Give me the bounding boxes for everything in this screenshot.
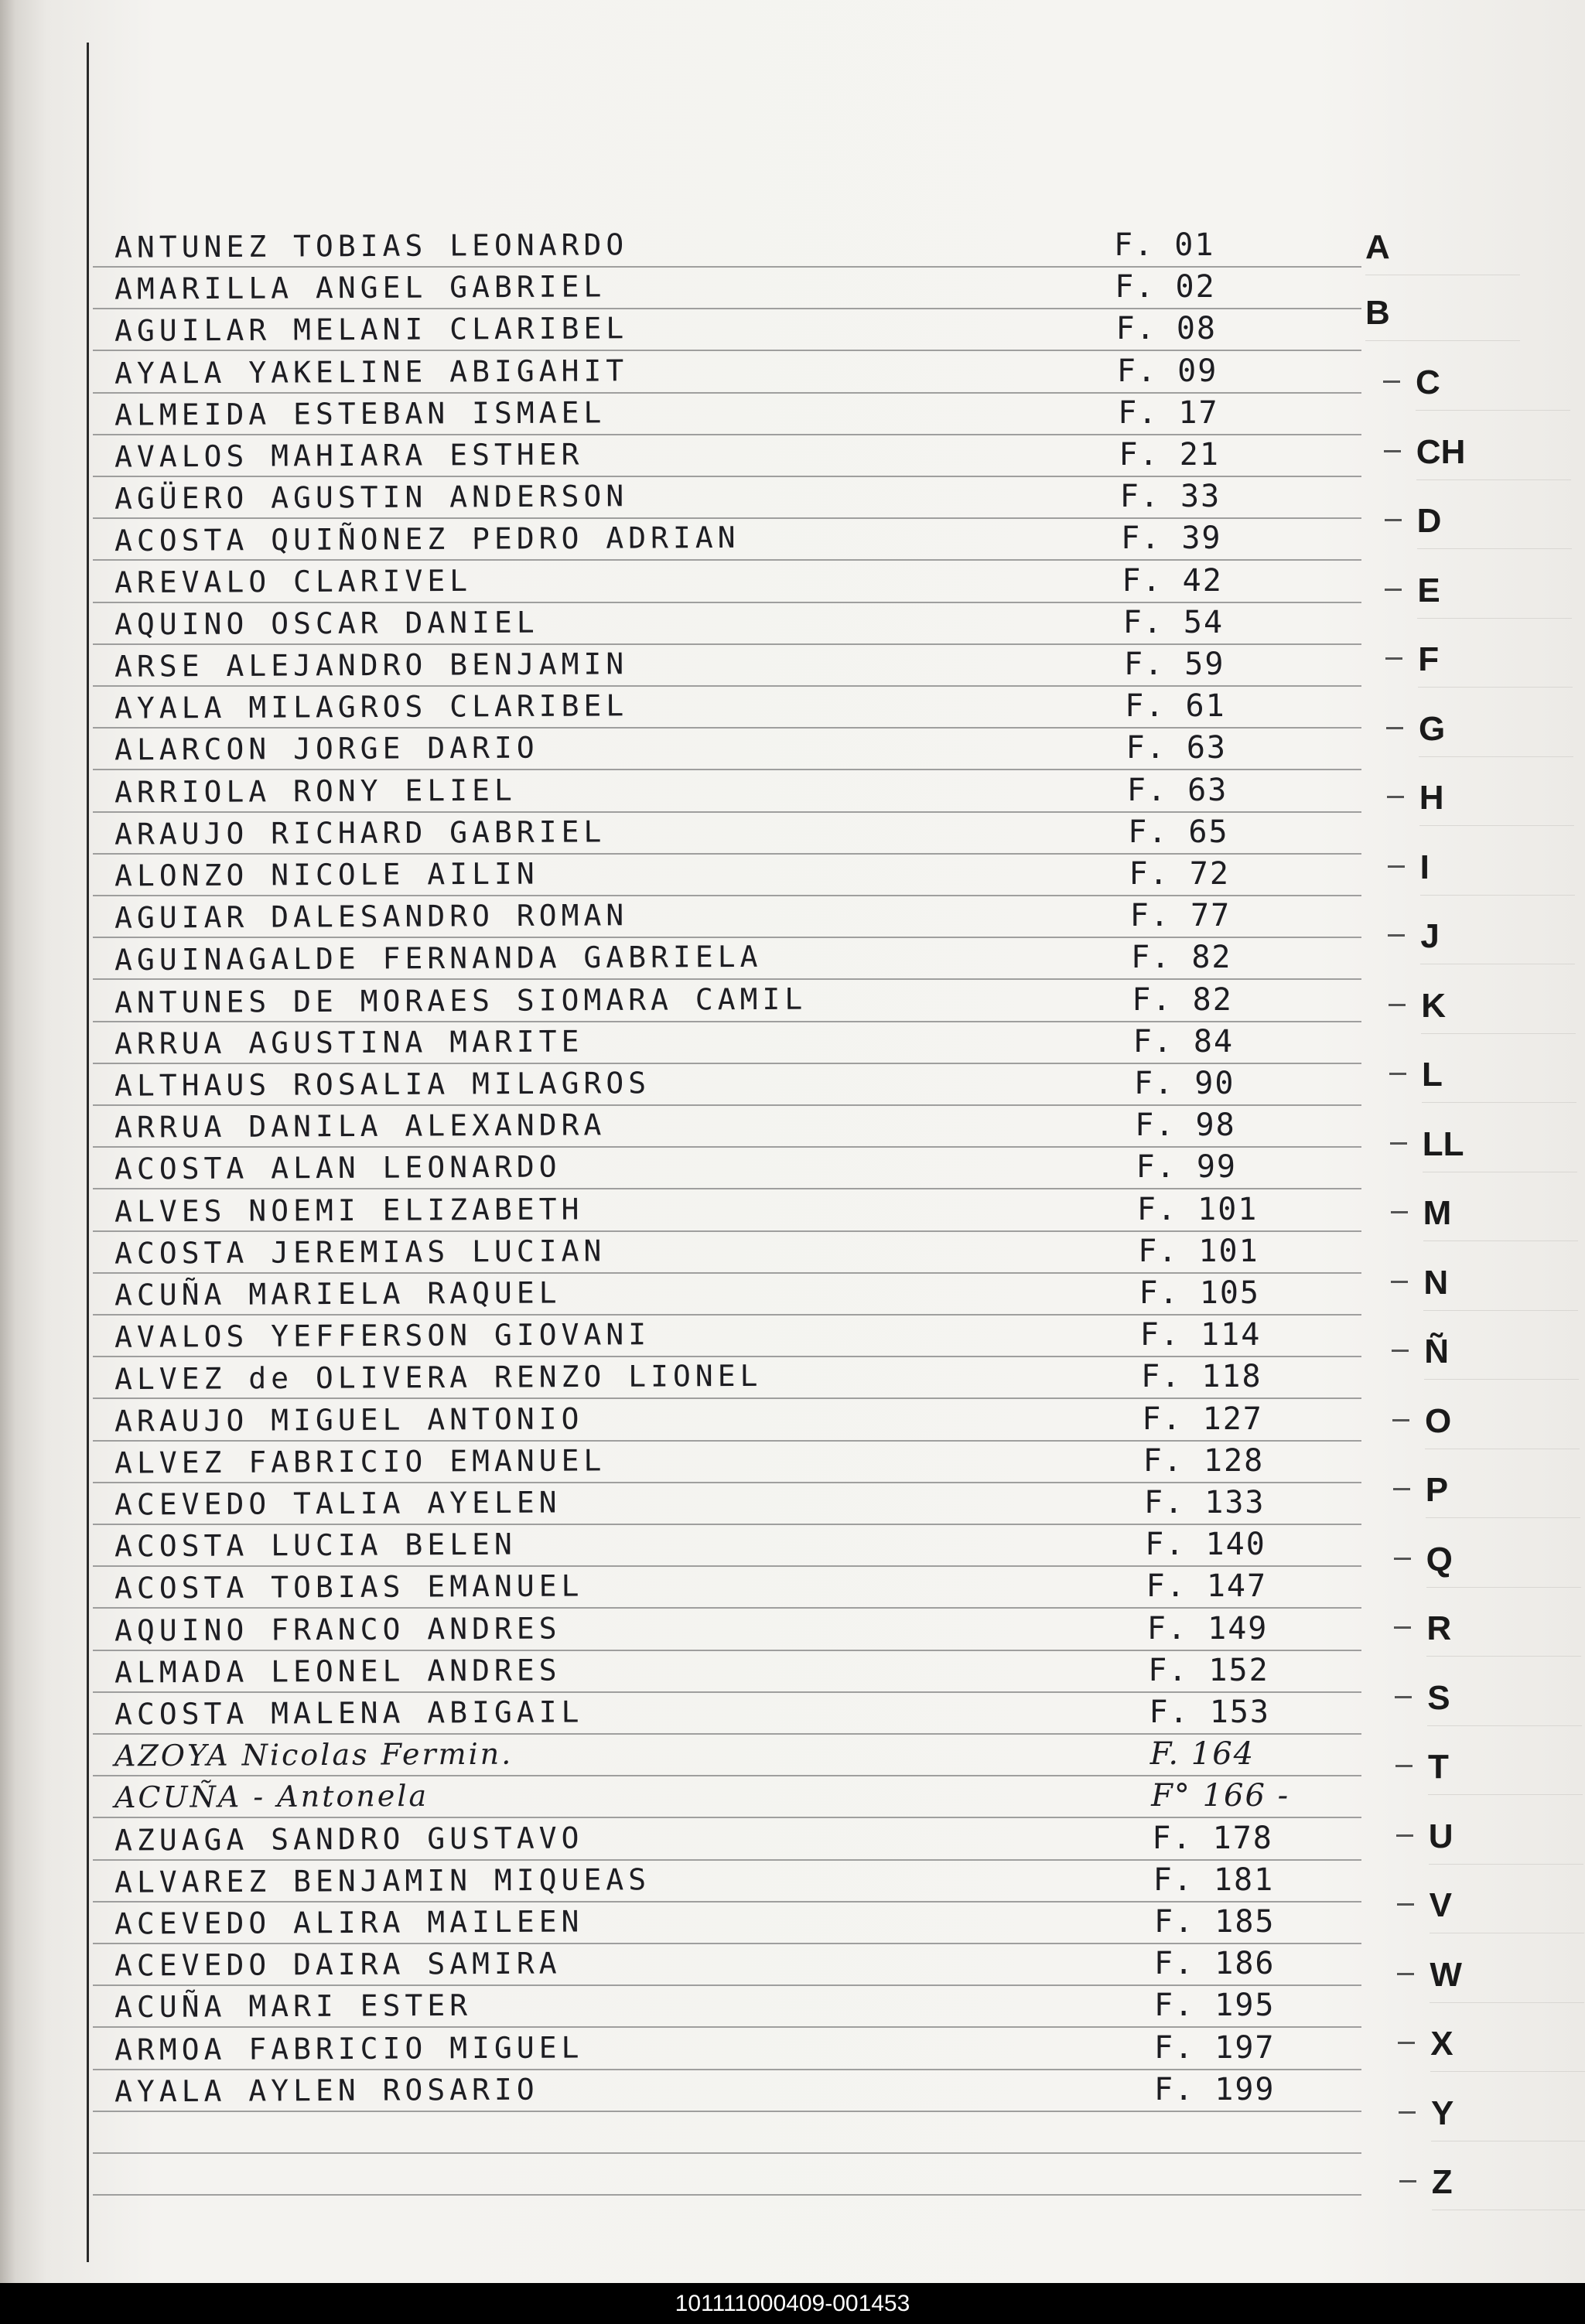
entry-name: ALMEIDA ESTEBAN ISMAEL	[114, 395, 606, 432]
entry-name: ANTUNEZ TOBIAS LEONARDO	[114, 227, 629, 264]
entry-name: AQUINO OSCAR DANIEL	[114, 605, 539, 642]
entry-folio: F. 21	[1119, 437, 1220, 473]
tab-marker	[1384, 450, 1401, 452]
entry-folio: F. 09	[1116, 353, 1218, 389]
index-tab-c[interactable]	[1416, 363, 1570, 411]
tab-marker	[1395, 1696, 1412, 1698]
entry-name: ALMADA LEONEL ANDRES	[114, 1653, 562, 1690]
entry-name: AREVALO CLARIVEL	[114, 563, 473, 599]
list-item	[108, 603, 1361, 642]
index-tab-ch[interactable]	[1416, 433, 1571, 480]
index-tab-d[interactable]	[1417, 502, 1572, 549]
entry-name: ACOSTA ALAN LEONARDO	[114, 1149, 562, 1186]
entry-name: AGUIAR DALESANDRO ROMAN	[114, 898, 629, 935]
tab-marker	[1389, 1004, 1406, 1006]
entry-folio: F° 166 -	[1151, 1778, 1290, 1814]
entry-name: ARSE ALEJANDRO BENJAMIN	[114, 647, 629, 684]
index-tab-y[interactable]	[1431, 2094, 1585, 2141]
index-tab-u[interactable]	[1429, 1817, 1583, 1865]
entry-folio: F. 199	[1154, 2071, 1276, 2107]
index-tab-label: S	[1427, 1678, 1450, 1717]
list-item	[108, 729, 1361, 767]
list-item	[108, 352, 1361, 391]
entry-name: AZUAGA SANDRO GUSTAVO	[114, 1821, 584, 1858]
entry-folio: F. 127	[1142, 1401, 1263, 1437]
index-tab-a[interactable]	[1365, 228, 1520, 275]
entry-folio: F. 181	[1153, 1862, 1275, 1898]
list-item	[108, 268, 1361, 306]
index-tab-label: D	[1416, 502, 1442, 540]
index-tab-label: N	[1423, 1263, 1449, 1302]
entry-name: ACOSTA MALENA ABIGAIL	[114, 1694, 584, 1732]
index-tab-label: W	[1430, 1955, 1462, 1994]
entry-name: AYALA MILAGROS CLARIBEL	[114, 688, 629, 725]
entry-name: AGÜERO AGUSTIN ANDERSON	[114, 479, 629, 516]
index-tab-z[interactable]	[1432, 2163, 1585, 2210]
tab-marker	[1392, 1419, 1409, 1421]
tab-marker	[1395, 1765, 1412, 1767]
tab-marker	[1388, 934, 1405, 937]
list-item	[108, 309, 1361, 348]
alphabet-index-tabs	[1365, 197, 1585, 2247]
index-tab-label: LL	[1422, 1124, 1464, 1163]
list-item	[108, 813, 1361, 851]
entry-folio: F. 140	[1145, 1527, 1266, 1563]
entry-folio: F. 195	[1154, 1988, 1276, 2024]
entry-name: ALVEZ de OLIVERA RENZO LIONEL	[114, 1359, 763, 1397]
index-tab-label: R	[1426, 1609, 1452, 1647]
entry-name: ALTHAUS ROSALIA MILAGROS	[114, 1066, 651, 1103]
index-tab-label: T	[1428, 1748, 1449, 1786]
index-tab-label: A	[1365, 228, 1390, 266]
index-tab-label: P	[1425, 1471, 1449, 1509]
tab-marker	[1394, 1626, 1411, 1629]
entry-folio: F. 82	[1132, 981, 1233, 1018]
index-tab-label: V	[1429, 1886, 1452, 1924]
index-tab-i[interactable]	[1420, 848, 1575, 896]
entry-folio: F. 39	[1121, 520, 1222, 557]
entry-folio: F. 118	[1141, 1359, 1262, 1395]
entry-folio: F. 77	[1129, 898, 1231, 934]
index-tab-label: J	[1420, 917, 1440, 955]
entry-folio: F. 63	[1126, 730, 1228, 766]
entry-folio: F. 08	[1115, 311, 1218, 347]
index-tab-v[interactable]	[1430, 1886, 1584, 1933]
entry-folio: F. 01	[1114, 227, 1215, 263]
entry-folio: F. 90	[1134, 1066, 1235, 1101]
entry-folio: F. 98	[1135, 1107, 1236, 1144]
entry-name: AVALOS YEFFERSON GIOVANI	[114, 1317, 651, 1355]
index-tab-l[interactable]	[1422, 1056, 1576, 1103]
ruled-line	[93, 2111, 1361, 2112]
entry-folio: F. 82	[1131, 940, 1232, 976]
list-item	[108, 1861, 1361, 1899]
entry-name: ARRIOLA RONY ELIEL	[114, 773, 517, 809]
list-item	[108, 1148, 1361, 1186]
list-item	[108, 1986, 1361, 2025]
tab-marker	[1394, 1558, 1411, 1560]
list-item	[108, 1903, 1361, 1941]
tab-marker	[1399, 2180, 1416, 2182]
entry-name: AYALA YAKELINE ABIGAHIT	[114, 353, 629, 391]
list-item	[108, 1232, 1361, 1271]
entry-folio: F. 186	[1154, 1946, 1276, 1982]
list-item	[108, 645, 1361, 684]
entry-name: AMARILLA ANGEL GABRIEL	[114, 269, 606, 306]
list-item	[108, 771, 1361, 810]
list-item	[108, 2029, 1361, 2067]
tab-marker	[1386, 727, 1403, 729]
index-tab-g[interactable]	[1419, 710, 1573, 757]
index-tab-label: U	[1428, 1817, 1453, 1855]
entry-folio: F. 164	[1149, 1736, 1255, 1773]
entry-name: ACEVEDO TALIA AYELEN	[114, 1485, 562, 1522]
tab-marker	[1391, 1211, 1408, 1213]
entry-name: ACOSTA LUCIA BELEN	[114, 1527, 517, 1564]
entry-name: ACEVEDO DAIRA SAMIRA	[114, 1946, 562, 1983]
list-item	[108, 1357, 1361, 1396]
index-tab-j[interactable]	[1420, 917, 1575, 964]
list-item	[108, 938, 1361, 977]
list-item	[108, 1274, 1361, 1312]
entry-folio: F. 197	[1154, 2029, 1276, 2066]
list-item	[108, 1483, 1361, 1522]
index-tab-label: I	[1419, 848, 1430, 886]
index-tab-label: Y	[1431, 2094, 1454, 2132]
ruled-line	[93, 2152, 1361, 2154]
entry-folio: F. 101	[1136, 1191, 1259, 1227]
tab-marker	[1393, 1488, 1410, 1490]
list-item	[108, 1022, 1361, 1061]
list-item	[108, 1776, 1361, 1815]
index-tab-label: O	[1425, 1401, 1452, 1440]
entry-folio: F. 17	[1118, 394, 1219, 431]
list-item	[108, 1567, 1361, 1606]
index-tab-label: K	[1421, 986, 1446, 1025]
entry-name: ACUÑA - Antonela	[114, 1779, 429, 1815]
list-item	[108, 477, 1361, 516]
index-tab-t[interactable]	[1428, 1748, 1583, 1795]
entry-folio: F. 114	[1139, 1317, 1262, 1353]
entry-name: ARRUA AGUSTINA MARITE	[114, 1024, 584, 1061]
list-item	[108, 1651, 1361, 1690]
entry-name: ACUÑA MARI ESTER	[114, 1988, 473, 2025]
entry-folio: F. 153	[1149, 1694, 1270, 1730]
entry-folio: F. 33	[1119, 479, 1221, 515]
list-item	[108, 1693, 1361, 1732]
index-tab-label: Ñ	[1424, 1333, 1449, 1370]
entry-name: ACOSTA TOBIAS EMANUEL	[114, 1568, 584, 1606]
index-tab-label: H	[1419, 779, 1444, 817]
entry-name: ARRUA DANILA ALEXANDRA	[114, 1107, 606, 1145]
index-tab-label: M	[1423, 1194, 1452, 1232]
index-tab-x[interactable]	[1430, 2025, 1585, 2072]
list-item	[108, 1735, 1361, 1773]
list-item	[108, 1064, 1361, 1103]
entry-folio: F. 185	[1154, 1904, 1276, 1940]
index-tab-label: C	[1416, 363, 1440, 401]
entry-name: ALVAREZ BENJAMIN MIQUEAS	[114, 1862, 651, 1899]
entry-name: AGUILAR MELANI CLARIBEL	[114, 311, 629, 349]
index-tab-b[interactable]	[1365, 294, 1520, 341]
entry-name: ARAUJO RICHARD GABRIEL	[114, 814, 606, 851]
list-item	[108, 1106, 1361, 1145]
list-item	[108, 1190, 1361, 1229]
entry-folio: F. 152	[1148, 1652, 1269, 1688]
tab-marker	[1397, 1903, 1414, 1906]
index-tab-h[interactable]	[1419, 779, 1574, 826]
entry-folio: F. 105	[1139, 1275, 1260, 1311]
entry-folio: F. 99	[1136, 1149, 1238, 1186]
tab-marker	[1385, 519, 1402, 521]
index-tab-r[interactable]	[1426, 1609, 1581, 1657]
index-tab-label: G	[1419, 709, 1446, 748]
entry-name: ACEVEDO ALIRA MAILEEN	[114, 1904, 584, 1941]
list-item	[108, 561, 1361, 600]
index-tab-label: X	[1430, 2025, 1453, 2063]
list-item	[108, 1819, 1361, 1858]
tab-marker	[1399, 2111, 1416, 2114]
list-item	[108, 896, 1361, 935]
tab-marker	[1398, 2042, 1415, 2044]
entry-folio: F. 149	[1146, 1610, 1269, 1647]
entry-folio: F. 133	[1144, 1485, 1266, 1520]
tab-marker	[1383, 381, 1400, 383]
list-item	[108, 394, 1361, 432]
tab-marker	[1385, 657, 1402, 660]
list-item	[108, 855, 1361, 893]
page-binding-line	[87, 43, 89, 2262]
index-tab-s[interactable]	[1427, 1679, 1582, 1726]
entry-name: ACOSTA QUIÑONEZ PEDRO ADRIAN	[114, 520, 740, 558]
tab-marker	[1385, 589, 1402, 591]
tab-marker	[1392, 1350, 1409, 1352]
document-id-footer: 101111000409-001453	[0, 2283, 1585, 2324]
tab-marker	[1388, 865, 1405, 868]
list-item	[108, 519, 1361, 558]
entry-name: ACOSTA JEREMIAS LUCIAN	[114, 1234, 606, 1271]
list-item	[108, 2070, 1361, 2109]
list-item	[108, 435, 1361, 474]
index-tab-k[interactable]	[1421, 987, 1576, 1034]
index-tab-e[interactable]	[1417, 572, 1572, 619]
entry-name: AQUINO FRANCO ANDRES	[114, 1611, 562, 1648]
list-item	[108, 981, 1361, 1019]
entry-folio: F. 72	[1129, 856, 1230, 892]
list-item	[108, 1400, 1361, 1438]
entry-folio: F. 59	[1124, 647, 1225, 682]
entry-folio: F. 61	[1125, 688, 1226, 725]
entry-name: AZOYA Nicolas Fermin.	[114, 1736, 514, 1773]
index-tab-label: Z	[1431, 2163, 1453, 2201]
entry-name: ALARCON JORGE DARIO	[114, 730, 539, 767]
entry-name: AVALOS MAHIARA ESTHER	[114, 437, 584, 474]
entry-folio: F. 101	[1138, 1233, 1259, 1269]
entry-folio: F. 42	[1122, 562, 1223, 599]
index-tab-m[interactable]	[1423, 1194, 1578, 1241]
entry-folio: F. 63	[1126, 772, 1228, 808]
tab-marker	[1387, 796, 1404, 798]
index-tab-p[interactable]	[1426, 1471, 1580, 1518]
entry-folio: F. 02	[1115, 269, 1216, 305]
tab-marker	[1390, 1142, 1407, 1145]
list-item	[108, 226, 1361, 264]
index-tab-ll[interactable]	[1423, 1125, 1577, 1172]
entry-folio: F. 178	[1152, 1820, 1273, 1856]
entry-name: ACUÑA MARIELA RAQUEL	[114, 1275, 562, 1312]
entry-folio: F. 128	[1143, 1442, 1265, 1479]
index-tab-label: F	[1418, 640, 1440, 678]
tab-marker	[1391, 1281, 1408, 1283]
index-tab-w[interactable]	[1430, 1956, 1584, 2003]
list-item	[108, 1442, 1361, 1480]
list-item	[108, 1316, 1361, 1354]
index-tab-label: L	[1422, 1056, 1443, 1094]
entry-name: ARAUJO MIGUEL ANTONIO	[114, 1401, 584, 1438]
tab-marker	[1396, 1834, 1413, 1837]
index-tab-label: E	[1417, 571, 1440, 609]
ruled-line	[93, 2194, 1361, 2196]
index-tab-ñ[interactable]	[1424, 1333, 1579, 1380]
entry-name: ANTUNES DE MORAES SIOMARA CAMIL	[114, 981, 808, 1019]
tab-marker	[1389, 1073, 1406, 1075]
entry-name: ALONZO NICOLE AILIN	[114, 856, 539, 893]
entry-name: AGUINAGALDE FERNANDA GABRIELA	[114, 940, 763, 978]
entry-folio: F. 65	[1128, 814, 1229, 850]
index-tab-n[interactable]	[1423, 1264, 1578, 1311]
entry-name: ARMOA FABRICIO MIGUEL	[114, 2030, 584, 2067]
index-tab-f[interactable]	[1418, 640, 1573, 688]
index-tab-label: Q	[1426, 1540, 1453, 1578]
index-tab-o[interactable]	[1425, 1402, 1580, 1449]
entry-folio: F. 147	[1146, 1568, 1268, 1605]
list-item	[108, 1944, 1361, 1983]
tab-marker	[1397, 1973, 1414, 1975]
index-tab-label: B	[1365, 294, 1390, 332]
entry-folio: F. 84	[1132, 1023, 1235, 1060]
entry-folio: F. 54	[1122, 604, 1225, 640]
list-item	[108, 1609, 1361, 1648]
index-tab-label: CH	[1416, 432, 1466, 471]
index-tab-q[interactable]	[1426, 1541, 1581, 1588]
entry-name: AYALA AYLEN ROSARIO	[114, 2072, 539, 2109]
entry-name: ALVES NOEMI ELIZABETH	[114, 1192, 584, 1229]
list-item	[108, 1525, 1361, 1564]
list-item	[108, 687, 1361, 725]
entry-name: ALVEZ FABRICIO EMANUEL	[114, 1443, 606, 1480]
